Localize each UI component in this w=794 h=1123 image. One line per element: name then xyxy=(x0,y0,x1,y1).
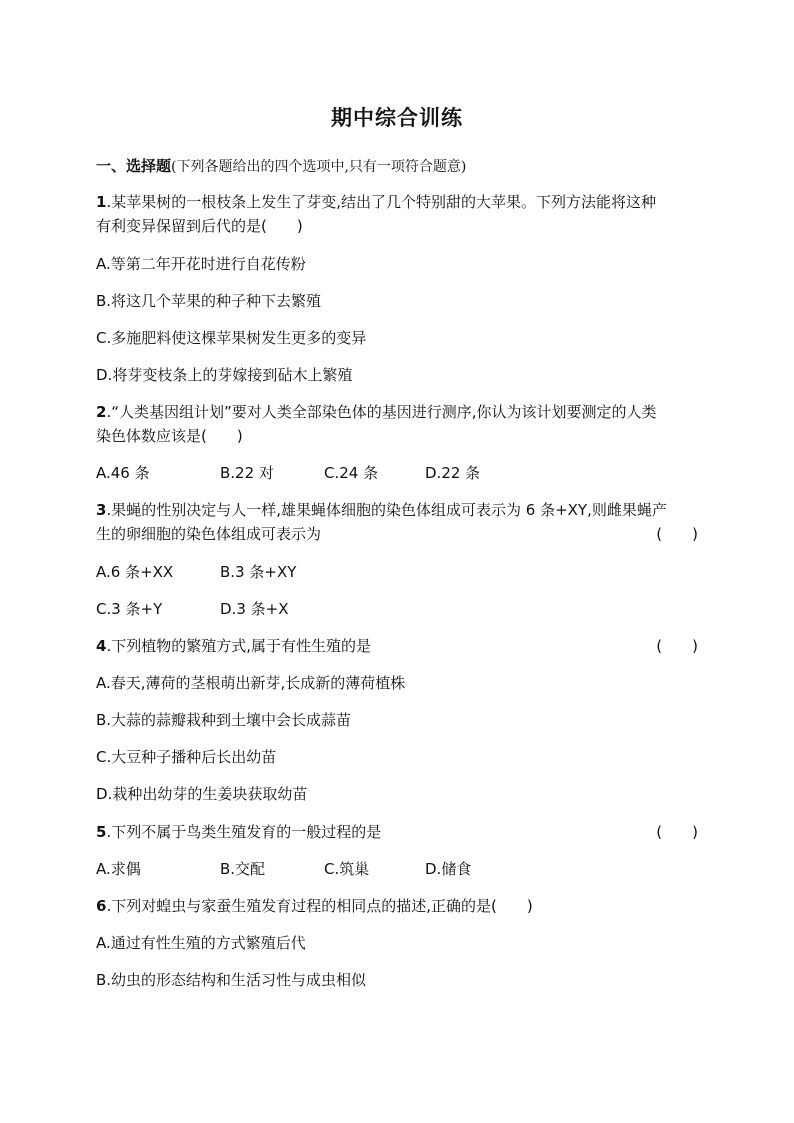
question-6-option-a: A.通过有性生殖的方式繁殖后代 xyxy=(96,934,306,952)
question-number: 6 xyxy=(96,897,107,915)
question-2-line-1: 2.“人类基因组计划”要对人类全部染色体的基因进行测序,你认为该计划要测定的人类 xyxy=(96,403,657,421)
question-1-line-1: 1.某苹果树的一根枝条上发生了芽变,结出了几个特别甜的大苹果。下列方法能将这种 xyxy=(96,193,656,211)
question-1-option-d: D.将芽变枝条上的芽嫁接到砧木上繁殖 xyxy=(96,366,353,384)
question-2-option-c: C.24 条 xyxy=(324,464,379,482)
question-3-line-2: 生的卵细胞的染色体组成可表示为 xyxy=(96,525,322,543)
question-4-option-d: D.栽种出幼芽的生姜块获取幼苗 xyxy=(96,785,308,803)
section-heading xyxy=(96,156,466,177)
question-number: 4 xyxy=(96,637,107,655)
question-5-answer-blank: ( ) xyxy=(656,823,698,841)
question-3-line-1: 3.果蝇的性别决定与人一样,雄果蝇体细胞的染色体组成可表示为 6 条+XY,则雌果蝇产 xyxy=(96,501,667,519)
question-4-option-c: C.大豆种子播种后长出幼苗 xyxy=(96,748,277,766)
page-title: 期中综合训练 xyxy=(331,106,463,130)
question-3-option-a: A.6 条+XX xyxy=(96,563,174,581)
question-6-option-b: B.幼虫的形态结构和生活习性与成虫相似 xyxy=(96,971,367,989)
question-5-option-a: A.求偶 xyxy=(96,860,141,878)
question-1-option-b: B.将这几个苹果的种子种下去繁殖 xyxy=(96,292,322,310)
question-1-line-2: 有利变异保留到后代的是( ) xyxy=(96,217,303,235)
question-5-option-d: D.储食 xyxy=(425,860,472,878)
question-2-option-d: D.22 条 xyxy=(425,464,481,482)
question-2-line-2: 染色体数应该是( ) xyxy=(96,427,243,445)
question-number: 3 xyxy=(96,501,107,519)
section-note: (下列各题给出的四个选项中,只有一项符合题意) xyxy=(171,159,467,175)
question-4-option-a: A.春天,薄荷的茎根萌出新芽,长成新的薄荷植株 xyxy=(96,674,406,692)
question-3-answer-blank: ( ) xyxy=(656,525,698,543)
question-3-option-d: D.3 条+X xyxy=(220,600,289,618)
question-2-option-b: B.22 对 xyxy=(220,464,274,482)
question-6-line-1: 6.下列对蝗虫与家蚕生殖发育过程的相同点的描述,正确的是( ) xyxy=(96,897,533,915)
question-number: 5 xyxy=(96,823,107,841)
question-number: 1 xyxy=(96,193,107,211)
question-1-option-c: C.多施肥料使这棵苹果树发生更多的变异 xyxy=(96,329,367,347)
question-3-option-b: B.3 条+XY xyxy=(220,563,297,581)
question-1-option-a: A.等第二年开花时进行自花传粉 xyxy=(96,255,306,273)
question-4-line-1: 4.下列植物的繁殖方式,属于有性生殖的是 xyxy=(96,637,371,655)
question-5-option-c: C.筑巢 xyxy=(324,860,370,878)
question-5-line-1: 5.下列不属于鸟类生殖发育的一般过程的是 xyxy=(96,823,382,841)
question-2-option-a: A.46 条 xyxy=(96,464,150,482)
section-label: 一、选择题 xyxy=(96,157,172,175)
question-4-answer-blank: ( ) xyxy=(656,637,698,655)
question-4-option-b: B.大蒜的蒜瓣栽种到土壤中会长成蒜苗 xyxy=(96,711,352,729)
question-3-option-c: C.3 条+Y xyxy=(96,600,163,618)
question-number: 2 xyxy=(96,403,107,421)
question-5-option-b: B.交配 xyxy=(220,860,266,878)
